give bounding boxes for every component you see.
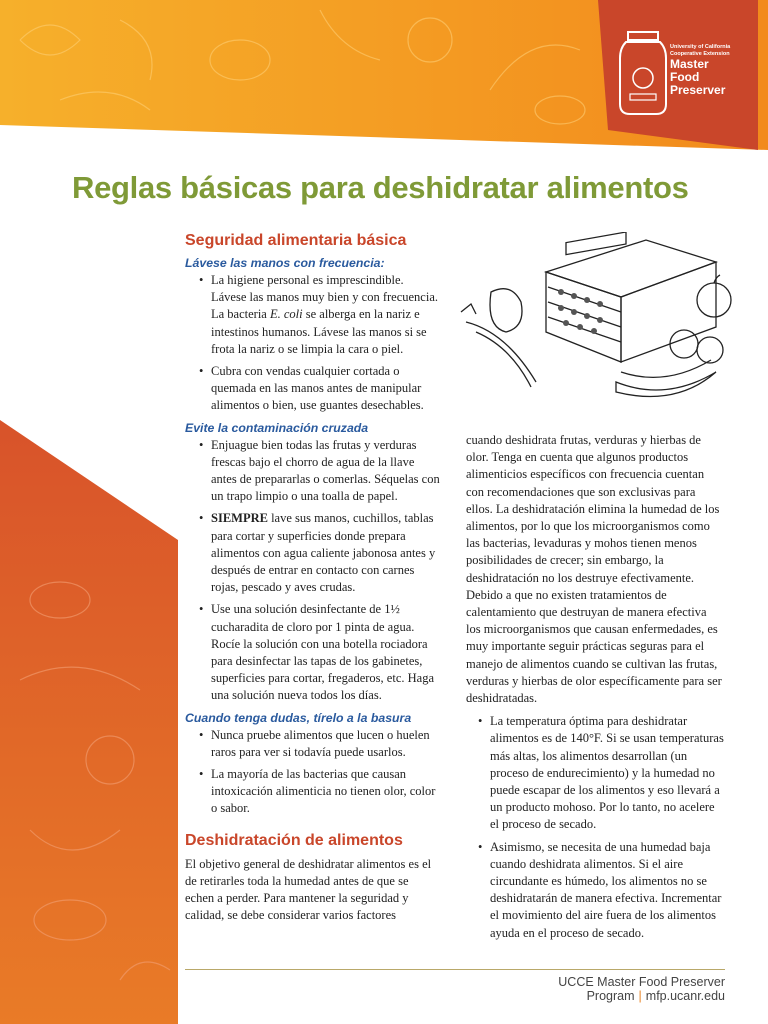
page-title: Reglas básicas para deshidratar alimentos (72, 170, 689, 205)
food-dehydrator-illustration (456, 232, 736, 410)
logo-university: University of California (670, 44, 731, 50)
paragraph-dehydration-continued: cuando deshidrata frutas, verduras y hierbas de olor. Tenga en cuenta que algunos productos alimenticios específicos con frecuencia cuentan con recomendaciones que son exclusivas para ellos. La deshidratación elimina la humedad de los alimentos, por lo que los microorganismos como las bacterias, levaduras y mohos tienen menos posibilidades de crecer; sin embargo, la deshidratación no los destruye efectivamente. Debido a que no existen tratamientos de calentamiento que destruyan de manera efectiva los microorganismos que causan enfermedades, es muy importante seguir prácticas seguras para el manejo de alimentos cuando se cultivan las frutas, verduras y hierbas de olor específicamente para ser deshidratadas. (466, 433, 722, 706)
list-item: • SIEMPRE lave sus manos, cuchillos, tablas para cortar y superficies donde prepara alimentos con agua caliente jabonosa antes y después de entrar en contacto con carnes rojas, pescado y aves crudas. (185, 510, 440, 596)
list-cross-contamination (185, 437, 440, 705)
footer (420, 975, 725, 1003)
subheading-wash-hands: Lávese las manos con frecuencia: (185, 256, 385, 270)
list-item: • Enjuague bien todas las frutas y verduras frescas bajo el chorro de agua de la llave antes de prepararlas o comerlas. Séquelas con un trapo limpio o una toalla de papel. (185, 437, 440, 506)
column-left (185, 232, 440, 925)
list-when-in-doubt (185, 727, 440, 818)
section-heading-dehydration: Deshidratación de alimentos (185, 831, 403, 849)
footer-separator: | (638, 989, 642, 1003)
list-item: • Nunca pruebe alimentos que lucen o huelen raros para ver si todavía puede usarlos. (185, 727, 440, 761)
footer-url-link[interactable]: mfp.ucanr.edu (645, 989, 725, 1003)
jar-icon (618, 30, 668, 118)
section-heading-food-safety: Seguridad alimentaria básica (185, 232, 407, 249)
left-banner (0, 420, 178, 1024)
list-item: • Use una solución desinfectante de 1½ cucharadita de cloro por 1 pinta de agua. Rocíe la solución con una botella rociadora para desinfectar las tapas de los gabinetes, superficies para cortar, fregaderos, etc. Haga una solución nueva todos los días. (185, 601, 440, 704)
list-item: • Asimismo, se necesita de una humedad baja cuando deshidrata alimentos. Si el aire circundante es húmedo, los alimentos no se deshidratarán de manera efectiva. Incrementar el movimiento del aire fuera de los alimentos ayuda en el proceso de secado. (466, 839, 724, 942)
footer-program: UCCE Master Food Preserver Program (558, 975, 725, 1003)
logo-name-2: Food (670, 70, 700, 84)
list-wash-hands (185, 272, 440, 415)
subheading-cross-contamination: Evite la contaminación cruzada (185, 420, 369, 435)
logo-name-3: Preserver (670, 83, 726, 97)
list-dehydration-tips (466, 713, 724, 942)
logo-name-1: Master (670, 57, 709, 71)
footer-divider (185, 969, 725, 970)
column-right (466, 432, 724, 948)
list-item: • La higiene personal es imprescindible. Lávese las manos muy bien y con frecuencia. La bacteria E. coli se alberga en la nariz e intestinos humanos. Lávese las manos si se frota la nariz o se limpia la cara o piel. (185, 272, 440, 358)
list-item: • La temperatura óptima para deshidratar alimentos es de 140°F. Si se usan temperaturas más altas, los alimentos desarrollan (un proceso de endurecimiento) y la humedad no puede escapar de los alimentos y eso llevará a un producto mohoso. Por lo tanto, no acelere el proceso de secado. (466, 713, 724, 833)
logo-text (670, 44, 765, 97)
subheading-when-in-doubt: Cuando tenga dudas, tírelo a la basura (185, 710, 412, 725)
list-item: • Cubra con vendas cualquier cortada o quemada en las manos antes de manipular alimentos o bien, use guantes desechables. (185, 363, 440, 415)
list-item: • La mayoría de las bacterias que causan intoxicación alimenticia no tienen olor, color o sabor. (185, 766, 440, 818)
logo-extension: Cooperative Extension (670, 51, 730, 57)
paragraph-dehydration-intro: El objetivo general de deshidratar alimentos es el de retirarles toda la humedad antes de que se echen a perder. Para mantener la seguridad y calidad, se debe considerar varios factores (185, 856, 432, 923)
